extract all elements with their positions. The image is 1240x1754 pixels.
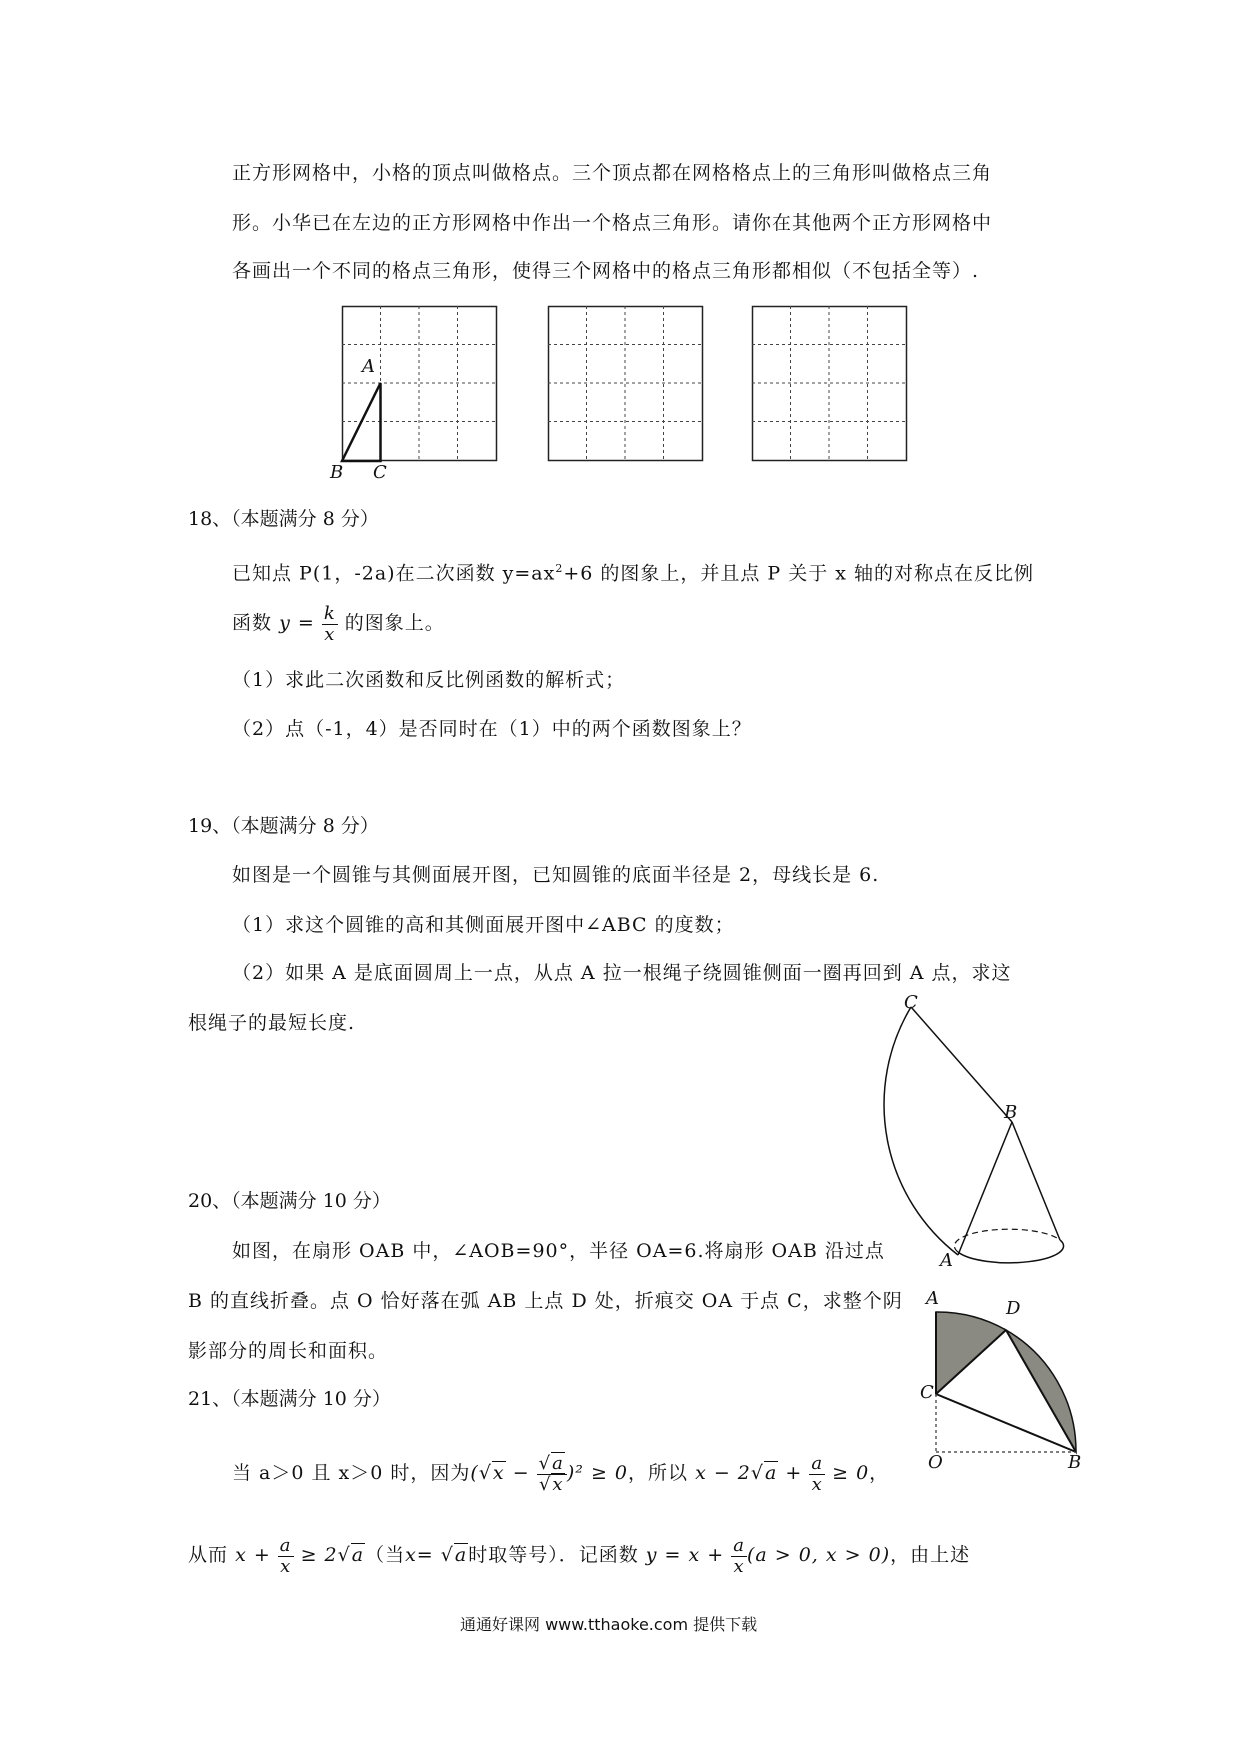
q18-line2-a: 函数 [232, 612, 273, 634]
q19-line1: 如图是一个圆锥与其侧面展开图，已知圆锥的底面半径是 2，母线长是 6. [232, 864, 880, 886]
q18-frac-den: x [324, 623, 336, 645]
q19-part2: （2）如果 A 是底面圆周上一点，从点 A 拉一根绳子绕圆锥侧面一圈再回到 A 点，求这 [232, 962, 1012, 984]
q18-fraction [322, 604, 338, 645]
q21-l1-b: ，所以 [628, 1462, 689, 1484]
q21-l1-c: x − 2 [695, 1462, 751, 1484]
q19-part2b: 根绳子的最短长度. [188, 1012, 356, 1034]
q21-l2-sqrta2: a [454, 1544, 468, 1566]
q20-line2: B 的直线折叠。点 O 恰好落在弧 AB 上点 D 处，折痕交 OA 于点 C，求整个阴 [188, 1290, 903, 1312]
q21-header: 21、（本题满分 10 分） [188, 1388, 391, 1410]
cone-label-a: A [940, 1250, 953, 1271]
q21-l1-den2: x [811, 1473, 823, 1495]
q17-line3: 各画出一个不同的格点三角形，使得三个网格中的格点三角形都相似（不包括全等）. [232, 260, 980, 282]
q21-l1-f: ， [869, 1462, 890, 1484]
q21-l2-num: a [279, 1534, 292, 1556]
q21-l1-num2: a [811, 1452, 824, 1474]
q21-line1: 当 a＞0 且 x＞0 时，因为(√x − $\frac{√a}{√x}$ )² ≥ 0，所以 x − 2√a + $\frac{a}{x}$ ≥ 0， [232, 1452, 890, 1495]
q21-l1-e: ≥ 0 [832, 1462, 870, 1484]
label-a: A [362, 356, 375, 377]
cone-figure [850, 990, 1090, 1280]
q17-line2: 形。小华已在左边的正方形网格中作出一个格点三角形。请你在其他两个正方形网格中 [232, 212, 993, 234]
q18-line2-b: 的图象上。 [344, 612, 445, 634]
grid-3 [752, 306, 908, 462]
fold-label-a: A [926, 1288, 939, 1309]
q18-part2: （2）点（-1，4）是否同时在（1）中的两个函数图象上？ [232, 718, 752, 740]
q21-l2-cond: (a > 0, x > 0) [746, 1544, 891, 1566]
grid-2 [548, 306, 704, 462]
q21-l2-den2: x [733, 1555, 745, 1577]
fold-label-b: B [1068, 1452, 1082, 1473]
q21-l2-frac2 [731, 1536, 747, 1577]
q21-l2-num2: a [733, 1534, 745, 1556]
footer-source: 通通好课网 www.tthaoke.com 提供下载 [460, 1615, 758, 1634]
q19-part1: （1）求这个圆锥的高和其侧面展开图中∠ABC 的度数； [232, 914, 735, 936]
q19-header: 19、（本题满分 8 分） [188, 815, 379, 837]
q21-l1-frac: $\frac{√a}{√x}$ [537, 1454, 567, 1495]
q21-l2-a: 从而 [188, 1544, 229, 1566]
q21-l1-sqrtx: x [492, 1462, 505, 1484]
q21-l2-frac [278, 1536, 294, 1577]
q21-l2-sqrta: a [351, 1544, 365, 1566]
q18-frac-num: k [323, 602, 336, 624]
q18-line1 [232, 556, 1034, 586]
q20-header: 20、（本题满分 10 分） [188, 1190, 391, 1212]
q21-l1-minus: − [512, 1462, 530, 1484]
q21-l2-ge: ≥ 2 [300, 1544, 338, 1566]
sector-fold-figure [920, 1290, 1090, 1460]
q21-l2-xeq: x= [405, 1544, 434, 1566]
q21-l2-b: （当 [365, 1544, 406, 1566]
grid-with-triangle [342, 306, 498, 462]
q21-l1-sq: )² ≥ 0 [566, 1462, 628, 1484]
q18-line2-y: y = [279, 612, 315, 634]
q18-line1-sup: 2 [555, 562, 564, 575]
q21-l2-c: 时取等号）．记函数 [468, 1544, 639, 1566]
cone-label-b: B [1004, 1102, 1018, 1123]
q18-header: 18、（本题满分 8 分） [188, 508, 379, 530]
cone-label-c: C [904, 992, 918, 1013]
fold-label-o: O [928, 1452, 943, 1473]
q21-l2-x: x + [235, 1544, 271, 1566]
q20-line3: 影部分的周长和面积。 [188, 1340, 389, 1362]
fold-label-d: D [1006, 1298, 1021, 1319]
q21-line2: 从而 x + $\frac{a}{x}$ ≥ 2√a（当x= √a时取等号）．记函数 y = x + $\frac{a}{x}$ (a > 0, x > 0)，由上述 [188, 1534, 971, 1577]
q20-line1: 如图，在扇形 OAB 中，∠AOB=90°，半径 OA=6.将扇形 OAB 沿过点 [232, 1240, 885, 1262]
q18-part1: （1）求此二次函数和反比例函数的解析式； [232, 669, 626, 691]
q21-l1-d: + [785, 1462, 803, 1484]
q18-line1-a: 已知点 P(1，-2a)在二次函数 y=ax [232, 562, 556, 585]
q21-l1-sqrta: a [764, 1462, 778, 1484]
q21-l2-y: y = x + [645, 1544, 725, 1566]
q21-l1-a: 当 a＞0 且 x＞0 时，因为 [232, 1462, 471, 1484]
q21-l1-den: x [552, 1473, 564, 1495]
q21-l1-frac2 [809, 1454, 825, 1495]
q18-line1-b: +6 的图象上，并且点 P 关于 x 轴的对称点在反比例 [563, 562, 1035, 585]
q21-l1-paren: ( [470, 1462, 479, 1484]
q17-line1: 正方形网格中，小格的顶点叫做格点。三个顶点都在网格格点上的三角形叫做格点三角 [232, 162, 993, 184]
q21-l1-num: a [552, 1452, 564, 1474]
label-b: B [330, 462, 344, 483]
q21-l2-d: ，由上述 [890, 1544, 971, 1566]
fold-label-c: C [920, 1382, 934, 1403]
q18-line2 [232, 598, 445, 648]
label-c: C [373, 462, 387, 483]
q21-l2-den: x [280, 1555, 292, 1577]
